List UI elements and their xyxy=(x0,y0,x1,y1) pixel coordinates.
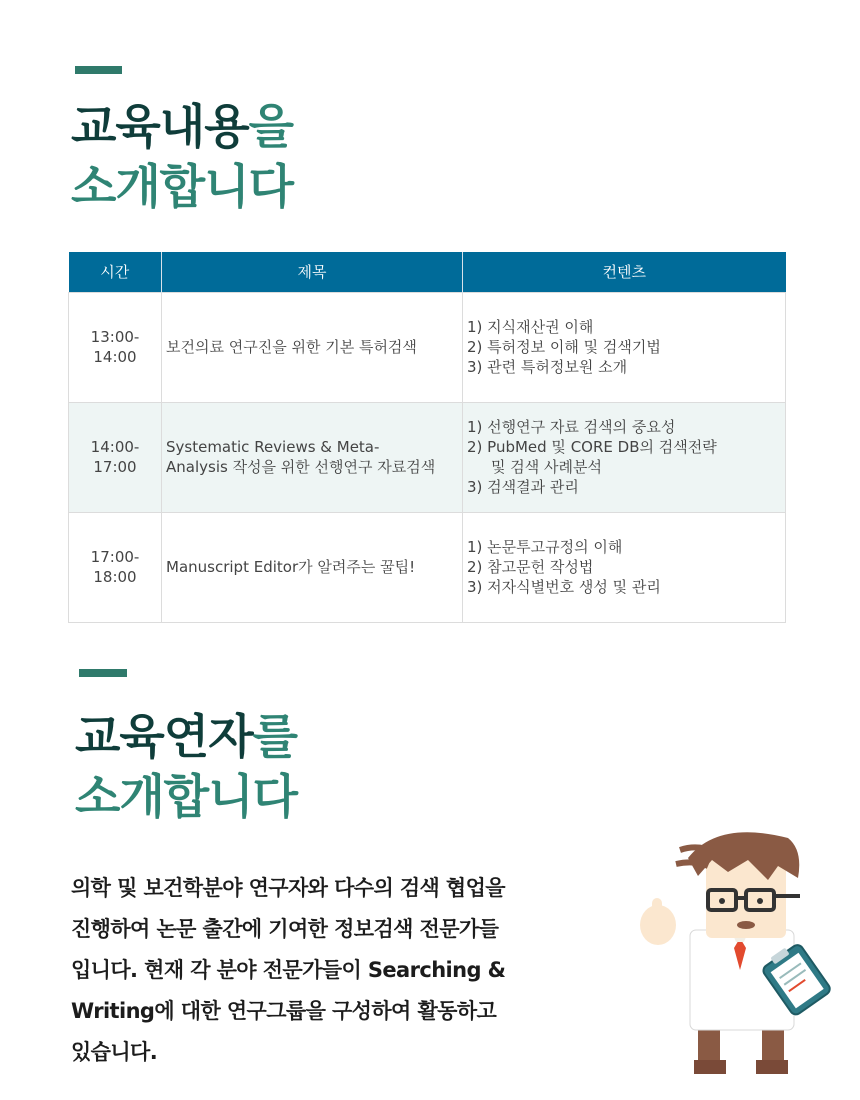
researcher-character-illustration xyxy=(628,820,860,1090)
content-item: 2) PubMed 및 CORE DB의 검색전략 xyxy=(467,438,717,456)
table-row xyxy=(69,512,786,622)
schedule-table xyxy=(68,252,786,623)
column-header-contents: 컨텐츠 xyxy=(463,252,786,292)
session-time: 14:00- 17:00 xyxy=(69,402,162,512)
session-contents xyxy=(463,292,786,402)
section-accent-bar xyxy=(75,66,122,74)
content-item: 2) 특허정보 이해 및 검색기법 xyxy=(467,338,661,356)
table-row xyxy=(69,402,786,512)
instructor-intro-paragraph: 의학 및 보건학분야 연구자와 다수의 검색 협업을 진행하여 논문 출간에 기여한 정보검색 전문가들 입니다. 현재 각 분야 전문가들이 Searching & Writing에 대한 연구그룹을 구성하여 활동하고 있습니다. xyxy=(71,876,506,1064)
content-item: 1) 선행연구 자료 검색의 중요성 xyxy=(467,418,676,436)
session-contents xyxy=(463,402,786,512)
session-title: Systematic Reviews & Meta- Analysis 작성을 위한 선행연구 자료검색 xyxy=(162,402,463,512)
section-heading-instructors: 교육연자를 소개합니다 xyxy=(75,710,298,825)
table-header-row xyxy=(69,252,786,292)
content-item: 및 검색 사례분석 xyxy=(491,458,602,476)
section-accent-bar xyxy=(79,669,127,677)
content-item: 3) 검색결과 관리 xyxy=(467,478,579,496)
content-item: 1) 논문투고규정의 이해 xyxy=(467,538,623,556)
content-item: 2) 참고문헌 작성법 xyxy=(467,558,594,576)
column-header-time: 시간 xyxy=(69,252,162,292)
section-heading-education-content: 교육내용을 소개합니다 xyxy=(71,100,294,215)
session-title: Manuscript Editor가 알려주는 꿀팁! xyxy=(162,512,463,622)
column-header-title: 제목 xyxy=(162,252,463,292)
session-contents xyxy=(463,512,786,622)
table-row xyxy=(69,292,786,402)
content-item: 1) 지식재산권 이해 xyxy=(467,318,594,336)
session-time: 17:00- 18:00 xyxy=(69,512,162,622)
session-time: 13:00- 14:00 xyxy=(69,292,162,402)
content-item: 3) 저자식별번호 생성 및 관리 xyxy=(467,578,661,596)
session-title: 보건의료 연구진을 위한 기본 특허검색 xyxy=(162,292,463,402)
content-item: 3) 관련 특허정보원 소개 xyxy=(467,358,628,376)
